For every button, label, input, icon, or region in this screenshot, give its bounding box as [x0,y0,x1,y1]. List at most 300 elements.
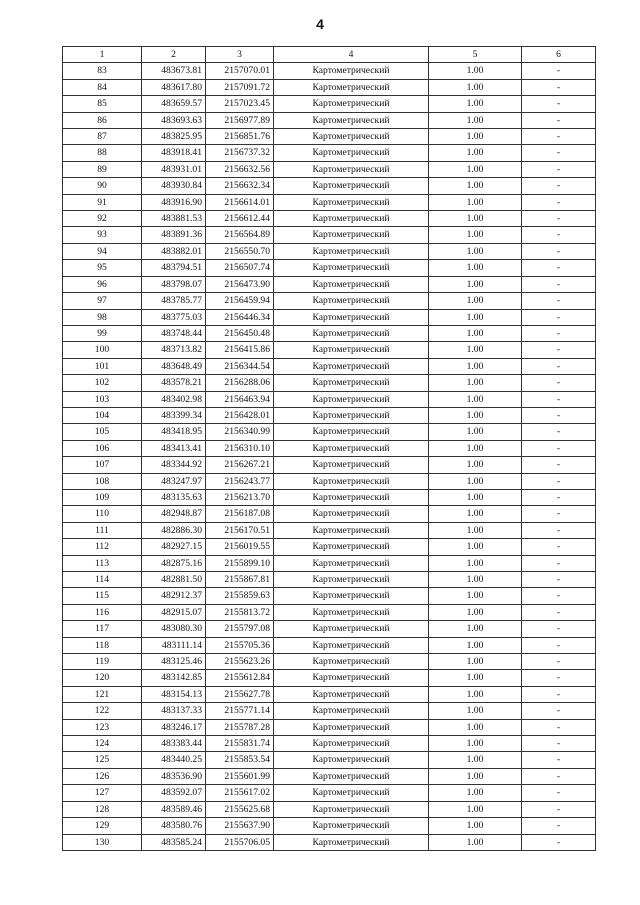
x-coordinate-cell: 482912.37 [142,588,206,604]
column-header-2: 2 [142,47,206,63]
accuracy-cell: 1.00 [429,768,522,784]
point-number-cell: 90 [63,178,142,194]
method-cell: Картометрический [274,801,429,817]
note-cell: - [522,325,596,341]
method-cell: Картометрический [274,112,429,128]
table-row [63,325,596,341]
method-cell: Картометрический [274,621,429,637]
x-coordinate-cell: 483794.51 [142,260,206,276]
accuracy-cell: 1.00 [429,637,522,653]
x-coordinate-cell: 483111.14 [142,637,206,653]
point-number-cell: 88 [63,145,142,161]
point-number-cell: 106 [63,440,142,456]
table-row [63,637,596,653]
x-coordinate-cell: 483580.76 [142,818,206,834]
x-coordinate-cell: 482875.16 [142,555,206,571]
method-cell: Картометрический [274,834,429,850]
note-cell: - [522,129,596,145]
y-coordinate-cell: 2155637.90 [206,818,274,834]
y-coordinate-cell: 2156213.70 [206,489,274,505]
table-row [63,703,596,719]
note-cell: - [522,243,596,259]
note-cell: - [522,342,596,358]
table-row [63,227,596,243]
y-coordinate-cell: 2156737.32 [206,145,274,161]
x-coordinate-cell: 483798.07 [142,276,206,292]
table-row [63,522,596,538]
note-cell: - [522,473,596,489]
accuracy-cell: 1.00 [429,211,522,227]
point-number-cell: 104 [63,407,142,423]
point-number-cell: 105 [63,424,142,440]
accuracy-cell: 1.00 [429,293,522,309]
column-header-6: 6 [522,47,596,63]
point-number-cell: 92 [63,211,142,227]
y-coordinate-cell: 2156463.94 [206,391,274,407]
table-row [63,686,596,702]
table-row [63,785,596,801]
method-cell: Картометрический [274,473,429,489]
x-coordinate-cell: 483882.01 [142,243,206,259]
y-coordinate-cell: 2155623.26 [206,654,274,670]
x-coordinate-cell: 482927.15 [142,539,206,555]
table-row [63,506,596,522]
x-coordinate-cell: 482881.50 [142,572,206,588]
y-coordinate-cell: 2155787.28 [206,719,274,735]
note-cell: - [522,572,596,588]
table-row [63,801,596,817]
y-coordinate-cell: 2156446.34 [206,309,274,325]
point-number-cell: 87 [63,129,142,145]
note-cell: - [522,227,596,243]
x-coordinate-cell: 483344.92 [142,457,206,473]
column-header-5: 5 [429,47,522,63]
x-coordinate-cell: 483247.97 [142,473,206,489]
x-coordinate-cell: 483713.82 [142,342,206,358]
x-coordinate-cell: 483659.57 [142,96,206,112]
point-number-cell: 94 [63,243,142,259]
note-cell: - [522,670,596,686]
method-cell: Картометрический [274,96,429,112]
point-number-cell: 120 [63,670,142,686]
accuracy-cell: 1.00 [429,539,522,555]
y-coordinate-cell: 2157023.45 [206,96,274,112]
accuracy-cell: 1.00 [429,785,522,801]
table-row [63,736,596,752]
table-row [63,309,596,325]
note-cell: - [522,96,596,112]
accuracy-cell: 1.00 [429,719,522,735]
method-cell: Картометрический [274,785,429,801]
point-number-cell: 86 [63,112,142,128]
accuracy-cell: 1.00 [429,703,522,719]
accuracy-cell: 1.00 [429,325,522,341]
x-coordinate-cell: 483418.95 [142,424,206,440]
note-cell: - [522,621,596,637]
x-coordinate-cell: 482886.30 [142,522,206,538]
method-cell: Картометрический [274,768,429,784]
point-number-cell: 109 [63,489,142,505]
method-cell: Картометрический [274,358,429,374]
method-cell: Картометрический [274,243,429,259]
note-cell: - [522,522,596,538]
table-row [63,112,596,128]
point-number-cell: 83 [63,63,142,79]
method-cell: Картометрический [274,637,429,653]
point-number-cell: 89 [63,161,142,177]
note-cell: - [522,637,596,653]
accuracy-cell: 1.00 [429,342,522,358]
point-number-cell: 124 [63,736,142,752]
table-row [63,440,596,456]
method-cell: Картометрический [274,309,429,325]
y-coordinate-cell: 2156977.89 [206,112,274,128]
table-row [63,621,596,637]
note-cell: - [522,703,596,719]
table-row [63,79,596,95]
table-row [63,719,596,735]
note-cell: - [522,686,596,702]
accuracy-cell: 1.00 [429,522,522,538]
note-cell: - [522,555,596,571]
point-number-cell: 112 [63,539,142,555]
method-cell: Картометрический [274,818,429,834]
point-number-cell: 128 [63,801,142,817]
note-cell: - [522,736,596,752]
table-row [63,178,596,194]
accuracy-cell: 1.00 [429,358,522,374]
accuracy-cell: 1.00 [429,145,522,161]
y-coordinate-cell: 2156310.10 [206,440,274,456]
note-cell: - [522,194,596,210]
y-coordinate-cell: 2155617.02 [206,785,274,801]
table-row [63,768,596,784]
point-number-cell: 107 [63,457,142,473]
x-coordinate-cell: 483440.25 [142,752,206,768]
note-cell: - [522,604,596,620]
method-cell: Картометрический [274,145,429,161]
note-cell: - [522,588,596,604]
accuracy-cell: 1.00 [429,670,522,686]
note-cell: - [522,834,596,850]
point-number-cell: 101 [63,358,142,374]
note-cell: - [522,145,596,161]
table-row [63,276,596,292]
note-cell: - [522,719,596,735]
method-cell: Картометрический [274,293,429,309]
table-row [63,293,596,309]
table-row [63,194,596,210]
x-coordinate-cell: 483775.03 [142,309,206,325]
x-coordinate-cell: 483592.07 [142,785,206,801]
x-coordinate-cell: 483785.77 [142,293,206,309]
x-coordinate-cell: 483881.53 [142,211,206,227]
y-coordinate-cell: 2156459.94 [206,293,274,309]
method-cell: Картометрический [274,539,429,555]
note-cell: - [522,424,596,440]
method-cell: Картометрический [274,375,429,391]
note-cell: - [522,178,596,194]
point-number-cell: 121 [63,686,142,702]
x-coordinate-cell: 483402.98 [142,391,206,407]
y-coordinate-cell: 2156187.08 [206,506,274,522]
point-number-cell: 91 [63,194,142,210]
x-coordinate-cell: 483748.44 [142,325,206,341]
x-coordinate-cell: 483617.80 [142,79,206,95]
method-cell: Картометрический [274,654,429,670]
method-cell: Картометрический [274,555,429,571]
accuracy-cell: 1.00 [429,178,522,194]
accuracy-cell: 1.00 [429,391,522,407]
x-coordinate-cell: 483648.49 [142,358,206,374]
point-number-cell: 122 [63,703,142,719]
method-cell: Картометрический [274,506,429,522]
point-number-cell: 93 [63,227,142,243]
table-row [63,342,596,358]
y-coordinate-cell: 2156415.86 [206,342,274,358]
accuracy-cell: 1.00 [429,424,522,440]
note-cell: - [522,785,596,801]
table-row [63,489,596,505]
y-coordinate-cell: 2155627.78 [206,686,274,702]
x-coordinate-cell: 483135.63 [142,489,206,505]
table-row [63,96,596,112]
table-row [63,260,596,276]
point-number-cell: 95 [63,260,142,276]
method-cell: Картометрический [274,604,429,620]
y-coordinate-cell: 2155853.54 [206,752,274,768]
coordinates-table [62,46,596,851]
method-cell: Картометрический [274,489,429,505]
point-number-cell: 111 [63,522,142,538]
method-cell: Картометрический [274,686,429,702]
x-coordinate-cell: 483930.84 [142,178,206,194]
table-row [63,539,596,555]
y-coordinate-cell: 2156288.06 [206,375,274,391]
y-coordinate-cell: 2156851.76 [206,129,274,145]
x-coordinate-cell: 483142.85 [142,670,206,686]
accuracy-cell: 1.00 [429,588,522,604]
method-cell: Картометрический [274,342,429,358]
x-coordinate-cell: 483125.46 [142,654,206,670]
method-cell: Картометрический [274,161,429,177]
accuracy-cell: 1.00 [429,457,522,473]
accuracy-cell: 1.00 [429,260,522,276]
y-coordinate-cell: 2155612.84 [206,670,274,686]
point-number-cell: 97 [63,293,142,309]
accuracy-cell: 1.00 [429,736,522,752]
method-cell: Картометрический [274,424,429,440]
point-number-cell: 115 [63,588,142,604]
y-coordinate-cell: 2156507.74 [206,260,274,276]
accuracy-cell: 1.00 [429,375,522,391]
x-coordinate-cell: 483916.90 [142,194,206,210]
y-coordinate-cell: 2155859.63 [206,588,274,604]
table-body [63,63,596,851]
point-number-cell: 98 [63,309,142,325]
table-row [63,555,596,571]
point-number-cell: 123 [63,719,142,735]
x-coordinate-cell: 483578.21 [142,375,206,391]
column-header-4: 4 [274,47,429,63]
x-coordinate-cell: 482915.07 [142,604,206,620]
x-coordinate-cell: 483137.33 [142,703,206,719]
note-cell: - [522,801,596,817]
y-coordinate-cell: 2156473.90 [206,276,274,292]
method-cell: Картометрический [274,63,429,79]
method-cell: Картометрический [274,211,429,227]
note-cell: - [522,260,596,276]
accuracy-cell: 1.00 [429,129,522,145]
x-coordinate-cell: 483399.34 [142,407,206,423]
y-coordinate-cell: 2156243.77 [206,473,274,489]
y-coordinate-cell: 2156428.01 [206,407,274,423]
note-cell: - [522,63,596,79]
accuracy-cell: 1.00 [429,243,522,259]
method-cell: Картометрический [274,440,429,456]
method-cell: Картометрический [274,572,429,588]
y-coordinate-cell: 2155705.36 [206,637,274,653]
x-coordinate-cell: 483536.90 [142,768,206,784]
method-cell: Картометрический [274,325,429,341]
method-cell: Картометрический [274,670,429,686]
x-coordinate-cell: 483080.30 [142,621,206,637]
x-coordinate-cell: 482948.87 [142,506,206,522]
note-cell: - [522,375,596,391]
table-row [63,375,596,391]
note-cell: - [522,407,596,423]
accuracy-cell: 1.00 [429,194,522,210]
x-coordinate-cell: 483825.95 [142,129,206,145]
table-row [63,211,596,227]
y-coordinate-cell: 2156612.44 [206,211,274,227]
note-cell: - [522,309,596,325]
note-cell: - [522,211,596,227]
table-header-row [63,47,596,63]
accuracy-cell: 1.00 [429,407,522,423]
table-row [63,752,596,768]
method-cell: Картометрический [274,522,429,538]
y-coordinate-cell: 2155601.99 [206,768,274,784]
y-coordinate-cell: 2156344.54 [206,358,274,374]
method-cell: Картометрический [274,276,429,292]
accuracy-cell: 1.00 [429,227,522,243]
table-row [63,572,596,588]
method-cell: Картометрический [274,178,429,194]
point-number-cell: 125 [63,752,142,768]
y-coordinate-cell: 2156170.51 [206,522,274,538]
point-number-cell: 99 [63,325,142,341]
y-coordinate-cell: 2156340.99 [206,424,274,440]
column-header-1: 1 [63,47,142,63]
note-cell: - [522,358,596,374]
method-cell: Картометрический [274,407,429,423]
accuracy-cell: 1.00 [429,621,522,637]
point-number-cell: 119 [63,654,142,670]
method-cell: Картометрический [274,227,429,243]
note-cell: - [522,506,596,522]
y-coordinate-cell: 2155625.68 [206,801,274,817]
table-row [63,670,596,686]
table-row [63,129,596,145]
point-number-cell: 117 [63,621,142,637]
method-cell: Картометрический [274,457,429,473]
note-cell: - [522,752,596,768]
note-cell: - [522,440,596,456]
y-coordinate-cell: 2156019.55 [206,539,274,555]
point-number-cell: 103 [63,391,142,407]
y-coordinate-cell: 2156450.48 [206,325,274,341]
accuracy-cell: 1.00 [429,801,522,817]
y-coordinate-cell: 2156564.89 [206,227,274,243]
accuracy-cell: 1.00 [429,572,522,588]
point-number-cell: 100 [63,342,142,358]
point-number-cell: 102 [63,375,142,391]
table-row [63,473,596,489]
y-coordinate-cell: 2155813.72 [206,604,274,620]
y-coordinate-cell: 2155771.14 [206,703,274,719]
accuracy-cell: 1.00 [429,96,522,112]
table-row [63,457,596,473]
note-cell: - [522,818,596,834]
method-cell: Картометрический [274,129,429,145]
accuracy-cell: 1.00 [429,440,522,456]
accuracy-cell: 1.00 [429,604,522,620]
table-row [63,604,596,620]
method-cell: Картометрический [274,260,429,276]
method-cell: Картометрический [274,391,429,407]
note-cell: - [522,489,596,505]
accuracy-cell: 1.00 [429,686,522,702]
method-cell: Картометрический [274,719,429,735]
y-coordinate-cell: 2156632.56 [206,161,274,177]
point-number-cell: 127 [63,785,142,801]
table-row [63,145,596,161]
note-cell: - [522,654,596,670]
y-coordinate-cell: 2155706.05 [206,834,274,850]
table-row [63,391,596,407]
x-coordinate-cell: 483585.24 [142,834,206,850]
point-number-cell: 116 [63,604,142,620]
x-coordinate-cell: 483246.17 [142,719,206,735]
y-coordinate-cell: 2156614.01 [206,194,274,210]
table-row [63,407,596,423]
accuracy-cell: 1.00 [429,161,522,177]
column-header-3: 3 [206,47,274,63]
y-coordinate-cell: 2156267.21 [206,457,274,473]
point-number-cell: 108 [63,473,142,489]
accuracy-cell: 1.00 [429,818,522,834]
x-coordinate-cell: 483413.41 [142,440,206,456]
accuracy-cell: 1.00 [429,112,522,128]
accuracy-cell: 1.00 [429,506,522,522]
note-cell: - [522,112,596,128]
x-coordinate-cell: 483891.36 [142,227,206,243]
table-row [63,243,596,259]
accuracy-cell: 1.00 [429,473,522,489]
x-coordinate-cell: 483154.13 [142,686,206,702]
point-number-cell: 110 [63,506,142,522]
accuracy-cell: 1.00 [429,276,522,292]
y-coordinate-cell: 2155797.08 [206,621,274,637]
accuracy-cell: 1.00 [429,489,522,505]
x-coordinate-cell: 483931.01 [142,161,206,177]
accuracy-cell: 1.00 [429,654,522,670]
y-coordinate-cell: 2157091.72 [206,79,274,95]
table-row [63,424,596,440]
point-number-cell: 130 [63,834,142,850]
point-number-cell: 118 [63,637,142,653]
